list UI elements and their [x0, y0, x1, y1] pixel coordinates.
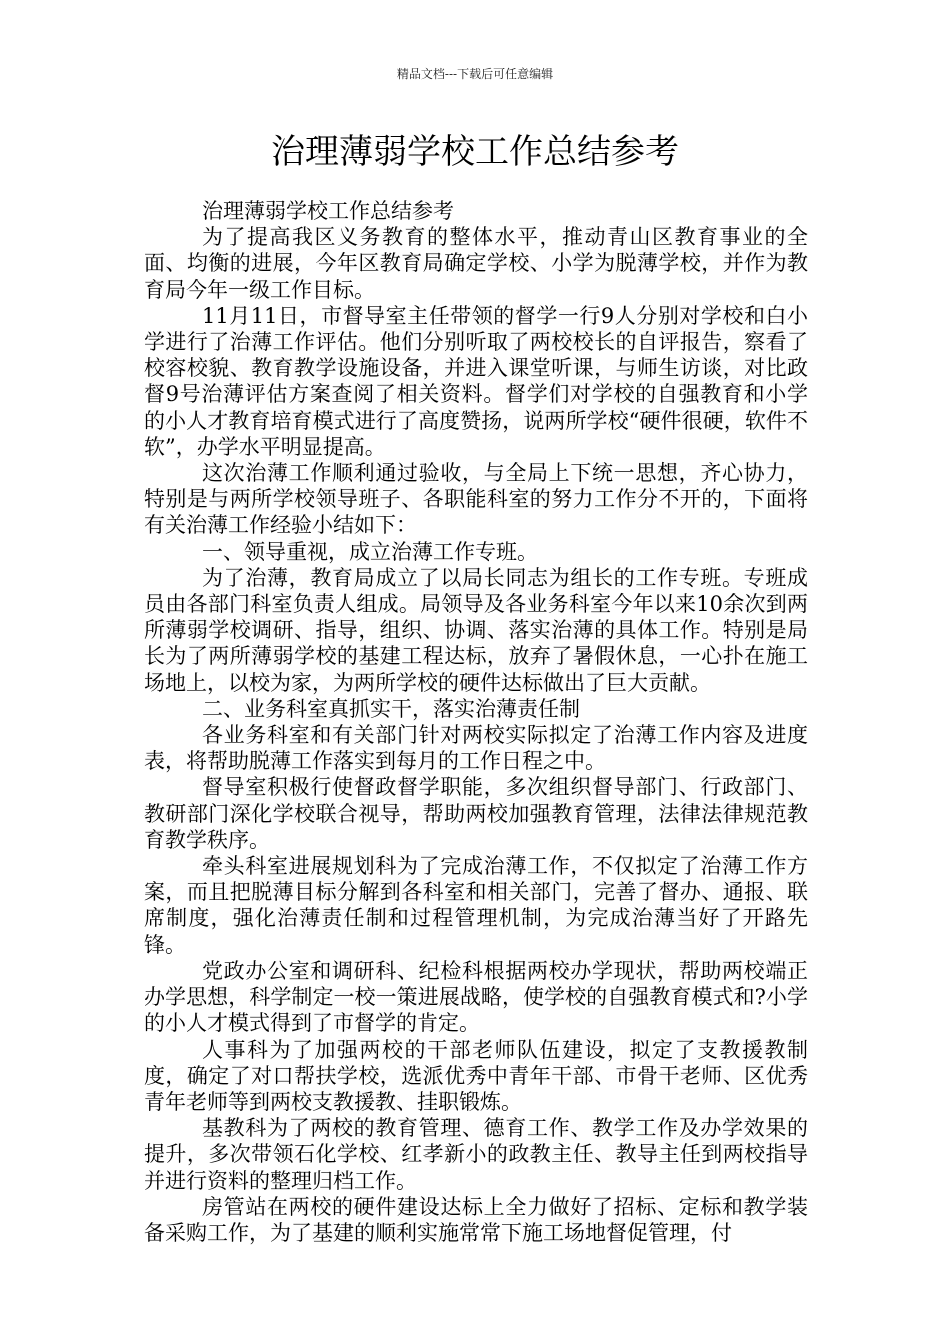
paragraph: 11月11日，市督导室主任带领的督学一行9人分别对学校和白小学进行了治薄工作评估。他们分别听取了两校校长的自评报告，察看了校容校貌、教育教学设施设备，并进入课堂听课，与师生访谈，对比政督9号治薄评估方案查阅了相关资料。督学们对学校的自强教育和小学的小人才教育培育模式进行了高度赞扬，说两所学校“硬件很硬，软件不软”，办学水平明显提高。: [144, 303, 808, 459]
paragraph: 为了提高我区义务教育的整体水平，推动青山区教育事业的全面、均衡的进展，今年区教育局确定学校、小学为脱薄学校，并作为教育局今年一级工作目标。: [144, 225, 808, 302]
paragraph: 牵头科室进展规划科为了完成治薄工作，不仅拟定了治薄工作方案，而且把脱薄目标分解到各科室和相关部门，完善了督办、通报、联席制度，强化治薄责任制和过程管理机制，为完成治薄当好了开路先锋。: [144, 854, 808, 957]
paragraph: 为了治薄，教育局成立了以局长同志为组长的工作专班。专班成员由各部门科室负责人组成。局领导及各业务科室今年以来10余次到两所薄弱学校调研、指导，组织、协调、落实治薄的具体工作。特别是局长为了两所薄弱学校的基建工程达标，放弃了暑假休息，一心扑在施工场地上，以校为家，为两所学校的硬件达标做出了巨大贡献。: [144, 565, 808, 695]
paragraph: 党政办公室和调研科、纪检科根据两校办学现状，帮助两校端正办学思想，科学制定一校一策进展战略，使学校的自强教育模式和?小学的小人才模式得到了市督学的肯定。: [144, 958, 808, 1036]
paragraph: 人事科为了加强两校的干部老师队伍建设，拟定了支教援教制度，确定了对口帮扶学校，选派优秀中青年干部、市骨干老师、区优秀青年老师等到两校支教援教、挂职锻炼。: [144, 1037, 808, 1114]
document-title: 治理薄弱学校工作总结参考: [271, 132, 679, 172]
paragraph: 这次治薄工作顺利通过验收，与全局上下统一思想，齐心协力，特别是与两所学校领导班子、各职能科室的努力工作分不开的，下面将有关治薄工作经验小结如下：: [144, 461, 808, 538]
section-heading: 二、业务科室真抓实干，落实治薄责任制: [202, 696, 580, 721]
paragraph-subtitle: 治理薄弱学校工作总结参考: [202, 199, 454, 223]
paragraph: 房管站在两校的硬件建设达标上全力做好了招标、定标和教学装备采购工作，为了基建的顺利实施常常下施工场地督促管理，付: [144, 1194, 808, 1245]
header-note: 精品文档---下载后可任意编辑: [396, 67, 554, 81]
section-heading: 一、领导重视，成立治薄工作专班。: [202, 539, 538, 564]
paragraph: 各业务科室和有关部门针对两校实际拟定了治薄工作内容及进度表，将帮助脱薄工作落实到每月的工作日程之中。: [144, 723, 808, 774]
document-body: [144, 198, 808, 1246]
paragraph: 基教科为了两校的教育管理、德育工作、教学工作及办学效果的提升，多次带领石化学校、红孝新小的政教主任、教导主任到两校指导并进行资料的整理归档工作。: [144, 1116, 808, 1193]
paragraph: 督导室积极行使督政督学职能，多次组织督导部门、行政部门、教研部门深化学校联合视导，帮助两校加强教育管理，法律法律规范教育教学秩序。: [144, 775, 808, 852]
